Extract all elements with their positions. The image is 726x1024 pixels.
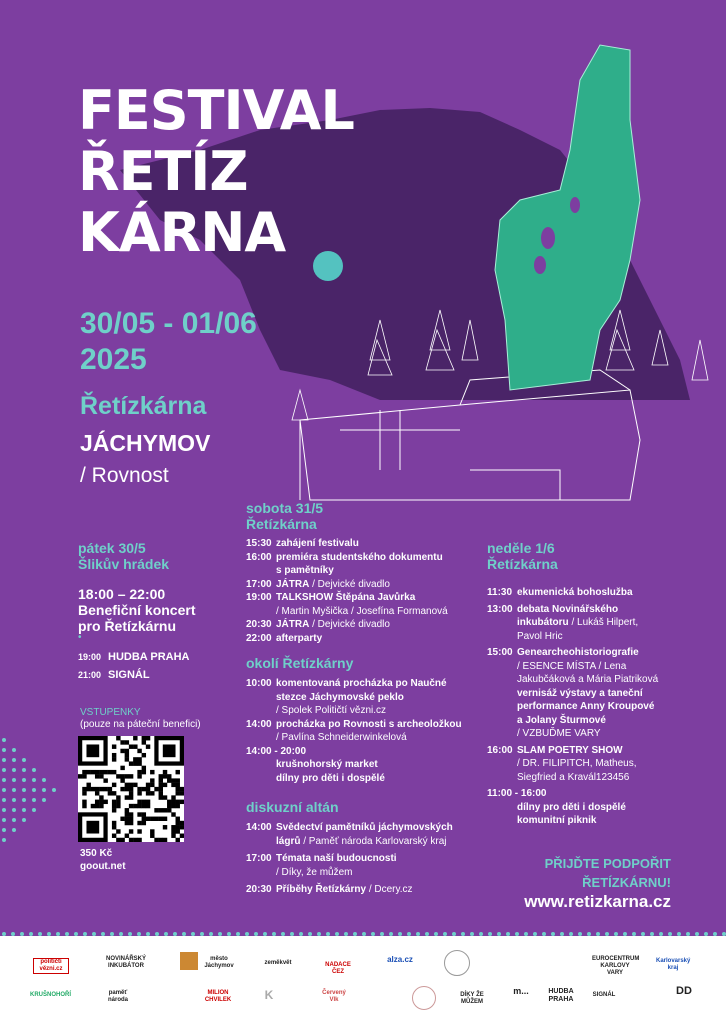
friday-section [78, 540, 248, 684]
schedule-row: 14:00 - 20:00 krušnohorský market dílny pro děti i dospělé [246, 745, 385, 784]
venue-name: Řetízkárna [80, 392, 207, 420]
schedule-row: 17:00 JÁTRA / Dejvické divadlo [246, 578, 390, 590]
friday-day: pátek 30/5 [78, 540, 146, 556]
friday-event-line1: Benefiční koncert [78, 602, 196, 618]
logo-diky-ze-muzem: DÍKY ŽE MŮŽEM [460, 992, 484, 1005]
cta [545, 854, 671, 892]
schedule-row: 11:00 - 16:00 dílny pro děti i dospělé komunitní piknik [487, 788, 626, 826]
logo-circle-seal [444, 950, 470, 976]
gazebo-title: diskuzní altán [246, 799, 339, 815]
logo-eurocentrum: EUROCENTRUM KARLOVY VARY [592, 956, 640, 976]
schedule-row: 22:00 afterparty [246, 632, 323, 644]
friday-place: Šlikův hrádek [78, 556, 170, 572]
logo-cerveny-vlk: Červený Vlk [322, 990, 346, 1003]
cta-line-2: ŘETÍZKÁRNU! [582, 875, 671, 890]
schedule-row: 11:30 ekumenická bohoslužba [487, 587, 633, 598]
sunday-schedule [487, 586, 707, 828]
friday-item: 21:00 SIGNÁL [78, 669, 150, 681]
venue-sub: / Rovnost [80, 464, 169, 487]
date-range: 30/05 - 01/06 [80, 307, 257, 340]
tickets-site[interactable]: goout.net [80, 861, 126, 872]
title-line-2: ŘETÍZ [78, 140, 248, 203]
schedule-row: 10:00 komentovaná procházka po Naučné stezce Jáchymovské peklo / Spolek Političtí vězni.cz [246, 678, 447, 716]
schedule-row: 20:30 JÁTRA / Dejvické divadlo [246, 619, 390, 630]
friday-item: 19:00 HUDBA PRAHA [78, 651, 190, 663]
schedule-row: 16:00 premiéra studentského dokumentu s pamětníky [246, 551, 443, 576]
logo-milion-chvilek: MILION CHVILEK [204, 990, 232, 1003]
schedule-row: 14:00 procházka po Rovnosti s archeoložkou / Pavlína Schneiderwinkelová [246, 718, 462, 743]
schedule-row: 14:00 Svědectví pamětníků jáchymovských lágrů / Paměť národa Karlovarský kraj [246, 822, 453, 847]
saturday-schedule [246, 537, 486, 645]
logo-nadace-cez: NADACE ČEZ [325, 962, 351, 975]
sunday-day: neděle 1/6 [487, 540, 555, 556]
festival-title [78, 80, 354, 263]
logo-k: K [264, 988, 274, 1002]
tickets-label: VSTUPENKY [80, 707, 141, 718]
sunday-place: Řetízkárna [487, 556, 558, 572]
logo-zemekvet: zeměkvět [264, 960, 292, 966]
schedule-row: 20:30 Příběhy Řetízkárny / Dcery.cz [246, 884, 413, 895]
logo-hudba-praha: HUDBA PRAHA [548, 988, 574, 1003]
saturday-section [246, 500, 486, 897]
website-link[interactable]: www.retizkarna.cz [524, 892, 671, 911]
schedule-row: 17:00 Témata naší budoucnosti / Díky, že můžem [246, 853, 397, 878]
surroundings-title: okolí Řetízkárny [246, 655, 354, 671]
logo-politicti-vezni: političtí vězni.cz [33, 958, 69, 974]
schedule-row: 15:00 Genearcheohistoriografie / ESENCE MÍSTA / Lena Jakubčáková a Mária Piatriková vernisáž výstavy a taneční performance Anny Kroupové a Jolany Šturmové / VZBUĎME VARY [487, 647, 659, 739]
venue-city: JÁCHYMOV [80, 430, 211, 456]
logo-signal: SIGNÁL [592, 992, 616, 998]
schedule-row: 19:00 TALKSHOW Štěpána Javůrka / Martin Myšička / Josefína Formanová [246, 592, 448, 617]
logo-karlovarsky-kraj: Karlovarský kraj [656, 958, 691, 971]
schedule-row: 15:30 zahájení festivalu [246, 538, 359, 549]
footer-logos [0, 936, 726, 1024]
surroundings-schedule [246, 677, 486, 785]
logo-novinarsky-inkubator: NOVINÁŘSKÝ INKUBÁTOR [105, 956, 146, 969]
gazebo-schedule [246, 821, 486, 897]
logo-m: m... [513, 986, 529, 996]
title-line-3: KÁRNA [78, 201, 286, 264]
logo-alza: alza.cz [387, 955, 413, 964]
title-dot [313, 251, 343, 281]
saturday-place: Řetízkárna [246, 516, 317, 532]
footer-dots [0, 926, 726, 936]
date-year: 2025 [80, 343, 147, 376]
title-line-1: FESTIVAL [78, 79, 354, 142]
tickets-price: 350 Kč [80, 848, 113, 859]
friday-event-line2: pro Řetízkárnu [78, 618, 177, 634]
logo-jachymov-crest [180, 952, 198, 970]
logo-pamet-naroda: paměť národa [107, 990, 128, 1003]
qr-code[interactable] [78, 736, 184, 842]
tickets-note: (pouze na páteční benefici) [80, 719, 201, 730]
schedule-row: 13:00 debata Novinářského inkubátoru / Lukáš Hilpert, Pavol Hric [487, 603, 639, 642]
friday-time: 18:00 – 22:00 [78, 586, 166, 602]
bullet: • [78, 632, 82, 643]
logo-krusnohori: KRUŠNOHOŘÍ [30, 992, 72, 998]
saturday-day: sobota 31/5 [246, 500, 324, 516]
logo-dd: DD [676, 985, 692, 997]
dates [80, 306, 257, 378]
cta-line-1: PŘIJĎTE PODPOŘIT [544, 856, 671, 871]
dotted-triangle-left [0, 720, 80, 870]
schedule-row: 16:00 SLAM POETRY SHOW / DR. FILIPITCH, Matheus, Siegfried a Kravál123456 [487, 744, 637, 783]
logo-mesto-jachymov: město Jáchymov [204, 956, 234, 969]
logo-round [412, 986, 436, 1010]
sunday-section [487, 540, 707, 828]
